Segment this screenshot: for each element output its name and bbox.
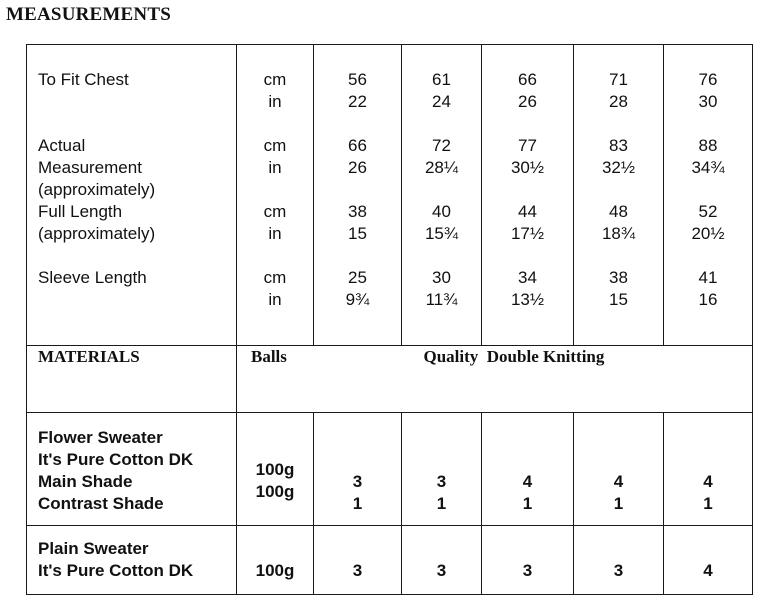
label-measurement: Measurement <box>38 158 142 177</box>
chest-in: 26 <box>518 92 537 111</box>
flower-size-5 <box>664 413 753 526</box>
flower-yarn-name: It's Pure Cotton DK <box>38 450 194 469</box>
actual-cm: 83 <box>609 136 628 155</box>
sleeve-in: 11¾ <box>425 290 458 309</box>
unit-cm: cm <box>263 268 287 287</box>
plain-size-2 <box>402 526 482 595</box>
flower-size-1 <box>314 413 402 526</box>
sleeve-in: 13½ <box>510 290 545 309</box>
unit-in: in <box>268 92 282 111</box>
plain-balls: 4 <box>703 561 713 580</box>
sleeve-cm: 34 <box>518 268 537 287</box>
actual-in: 26 <box>348 158 367 177</box>
plain-sweater-row <box>27 526 753 595</box>
page-heading: MEASUREMENTS <box>6 4 171 25</box>
flower-size-4 <box>574 413 664 526</box>
quality-label: Quality Double Knitting <box>314 346 753 413</box>
chest-in: 24 <box>432 92 451 111</box>
full-in: 15¾ <box>424 224 459 243</box>
sleeve-cm: 25 <box>348 268 367 287</box>
plain-size-1 <box>314 526 402 595</box>
full-cm: 44 <box>518 202 537 221</box>
actual-cm: 88 <box>698 136 718 155</box>
label-actual: Actual <box>38 136 86 155</box>
actual-cm: 77 <box>518 136 537 155</box>
full-cm: 38 <box>348 202 367 221</box>
contrast-balls: 1 <box>703 494 713 513</box>
chest-in: 22 <box>348 92 367 111</box>
flower-size-3 <box>482 413 574 526</box>
unit-in: in <box>268 224 282 243</box>
actual-in: 28¼ <box>424 158 459 177</box>
materials-header-row <box>27 346 753 413</box>
chest-cm: 61 <box>432 70 451 89</box>
full-in: 15 <box>348 224 367 243</box>
actual-in: 34¾ <box>691 158 725 177</box>
plain-balls: 3 <box>436 561 447 580</box>
size-column-2 <box>402 45 482 346</box>
full-in: 17½ <box>510 224 545 243</box>
plain-weight-value: 100g <box>255 561 295 580</box>
plain-sweater-name: Plain Sweater <box>38 539 149 558</box>
sleeve-in: 9¾ <box>345 290 370 309</box>
label-to-fit-chest: To Fit Chest <box>38 70 129 89</box>
plain-size-5 <box>664 526 753 595</box>
sleeve-cm: 30 <box>432 268 451 287</box>
unit-column <box>237 45 314 346</box>
full-cm: 48 <box>609 202 628 221</box>
main-shade-label: Main Shade <box>38 472 133 491</box>
contrast-balls: 1 <box>613 494 624 513</box>
flower-size-2 <box>402 413 482 526</box>
sleeve-in: 15 <box>609 290 628 309</box>
size-column-5 <box>664 45 753 346</box>
plain-sweater-label <box>27 526 237 595</box>
main-balls: 4 <box>613 472 624 491</box>
main-balls: 3 <box>352 472 363 491</box>
chest-in: 28 <box>609 92 628 111</box>
sleeve-cm: 38 <box>609 268 628 287</box>
contrast-balls: 1 <box>522 494 533 513</box>
size-column-3 <box>482 45 574 346</box>
actual-cm: 66 <box>348 136 367 155</box>
label-actual-approx: (approximately) <box>38 180 156 199</box>
plain-size-4 <box>574 526 664 595</box>
plain-balls: 3 <box>613 561 624 580</box>
label-full-length: Full Length <box>38 202 123 221</box>
sleeve-in: 16 <box>698 290 718 309</box>
full-cm: 40 <box>432 202 451 221</box>
unit-in: in <box>268 158 282 177</box>
main-balls: 3 <box>436 472 447 491</box>
unit-in: in <box>268 290 282 309</box>
unit-cm: cm <box>263 70 287 89</box>
weight-contrast: 100g <box>255 482 295 501</box>
unit-cm: cm <box>263 202 287 221</box>
size-column-4 <box>574 45 664 346</box>
contrast-balls: 1 <box>436 494 447 513</box>
plain-balls: 3 <box>352 561 363 580</box>
size-column-1 <box>314 45 402 346</box>
full-cm: 52 <box>698 202 718 221</box>
chest-in: 30 <box>698 92 718 111</box>
main-balls: 4 <box>703 472 713 491</box>
flower-sweater-label <box>27 413 237 526</box>
flower-sweater-name: Flower Sweater <box>38 428 163 447</box>
unit-cm: cm <box>263 136 287 155</box>
plain-yarn-name: It's Pure Cotton DK <box>38 561 194 580</box>
full-in: 18¾ <box>601 224 636 243</box>
label-sleeve-length: Sleeve Length <box>38 268 147 287</box>
weight-main: 100g <box>255 460 295 479</box>
flower-sweater-row <box>27 413 753 526</box>
label-full-approx: (approximately) <box>38 224 156 243</box>
chest-cm: 56 <box>348 70 367 89</box>
plain-weight <box>237 526 314 595</box>
measurements-row <box>27 45 753 346</box>
chest-cm: 66 <box>518 70 537 89</box>
materials-title: MATERIALS <box>27 346 237 413</box>
actual-in: 32½ <box>601 158 636 177</box>
contrast-shade-label: Contrast Shade <box>38 494 164 513</box>
contrast-balls: 1 <box>352 494 363 513</box>
main-balls: 4 <box>522 472 533 491</box>
chest-cm: 71 <box>609 70 628 89</box>
actual-cm: 72 <box>432 136 451 155</box>
plain-size-3 <box>482 526 574 595</box>
flower-weight-column <box>237 413 314 526</box>
measurement-labels <box>27 45 237 346</box>
measurements-table <box>26 44 753 595</box>
balls-label: Balls <box>237 346 314 413</box>
sleeve-cm: 41 <box>698 268 718 287</box>
full-in: 20½ <box>691 224 725 243</box>
plain-balls: 3 <box>522 561 533 580</box>
chest-cm: 76 <box>698 70 718 89</box>
actual-in: 30½ <box>510 158 545 177</box>
